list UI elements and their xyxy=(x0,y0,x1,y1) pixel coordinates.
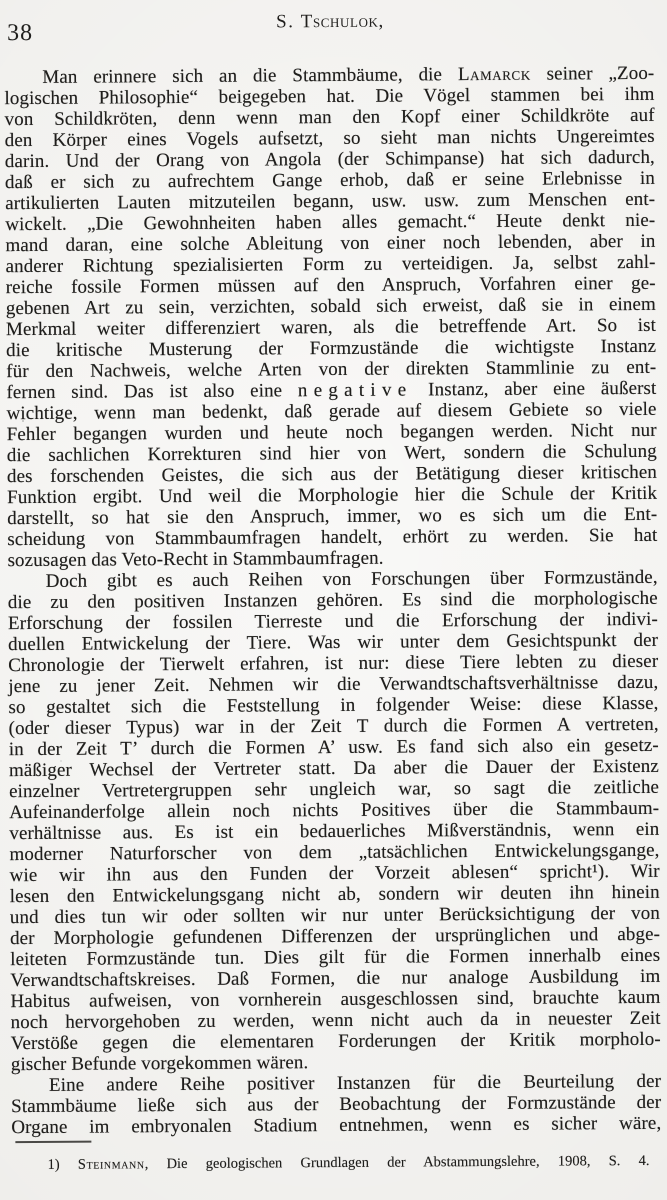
text-line: einzelner Vertretergruppen sehr ungleich war, so sagt die zeitliche xyxy=(8,776,660,803)
spaced-emphasis-word: negative xyxy=(297,379,413,402)
text-segment: Man erinnere sich an die Stammbäume, die xyxy=(42,64,458,88)
text-segment: Instanz, aber eine äußerst xyxy=(412,377,657,401)
text-segment: seiner „Zoo- xyxy=(530,62,655,85)
text-segment: S. xyxy=(276,11,301,33)
text-line: Aufeinanderfolge allein noch nichts Positives über die Stammbaum- xyxy=(9,797,660,824)
text-line: noch hervorgehoben zu werden, wenn nicht auch da in neuester Zeit xyxy=(10,1007,661,1034)
text-line: Organe im embryonalen Stadium entnehmen, wenn es sicher wäre, xyxy=(11,1112,662,1139)
text-line: leiteten Formzustände tun. Dies gilt für die Formen innerhalb eines xyxy=(10,944,661,971)
text-line: von Schildkröten, denn wenn man den Kopf einer Schildkröte auf xyxy=(4,104,655,131)
text-line: und dies tun wir oder sollten wir nur unter Berücksichtigung der von xyxy=(9,902,660,929)
text-line: sozusagen das Veto-Recht in Stammbaumfragen. xyxy=(7,547,384,572)
text-line: Erforschung der fossilen Tierreste und die Erforschung der indivi- xyxy=(7,608,659,635)
text-line: Verstöße gegen die elementaren Forderungen der Kritik morpholo- xyxy=(10,1028,661,1055)
text-line: der Morphologie gefundenen Differenzen der ursprünglichen und abge- xyxy=(9,923,661,950)
page-header xyxy=(0,0,664,62)
text-segment: 1) xyxy=(47,1156,78,1173)
text-line: Chronologie der Tierwelt erfahren, ist nur: diese Tiere lebten zu dieser xyxy=(8,650,659,677)
text-line: wie wir ihn aus den Funden der Vorzeit ablesen“ spricht¹). Wir xyxy=(9,860,660,887)
small-caps-name: Tschulok xyxy=(300,10,379,33)
text-line: (oder dieser Typus) war in der Zeit T durch die Formen A vertreten, xyxy=(8,713,659,740)
text-line: reiche fossile Formen müssen auf den Anspruch, Vorfahren einer ge- xyxy=(5,272,656,299)
page-number: 38 xyxy=(6,19,34,47)
small-caps-name: Lamarck xyxy=(457,63,531,86)
text-line: mäßiger Wechsel der Vertreter statt. Da aber die Dauer der Existenz xyxy=(8,755,659,782)
text-line: so gestaltet sich die Feststellung in folgender Weise: diese Klasse, xyxy=(8,692,659,719)
text-line: daß er sich zu aufrechtem Gange erhob, daß er seine Erlebnisse in xyxy=(4,167,656,194)
text-line: des forschenden Geistes, die sich aus der Betätigung dieser kritischen xyxy=(6,461,658,488)
text-line: wichtige, wenn man bedenkt, daß gerade auf diesem Gebiete so viele xyxy=(6,398,657,425)
text-line: jene zu jener Zeit. Nehmen wir die Verwandtschaftsverhältnisse dazu, xyxy=(8,671,659,698)
running-head xyxy=(0,9,664,35)
text-line: Eine andere Reihe positiver Instanzen für die Beurteilung der xyxy=(48,1070,662,1096)
text-line: Verwandtschaftskreises. Daß Formen, die nur analoge Ausbildung im xyxy=(10,965,661,992)
text-line: den Körper eines Vogels aufsetzt, so sieht man nichts Ungereimtes xyxy=(4,125,655,152)
text-line: gischer Befunde vorgekommen wären. xyxy=(10,1052,309,1076)
text-line: Merkmal weiter differenziert waren, als die betreffende Art. So ist xyxy=(5,314,657,341)
footnote-rule xyxy=(15,1141,91,1144)
text-line: logischen Philosophie“ beigegeben hat. Die Vögel stammen bei ihm xyxy=(4,83,655,110)
small-caps-name: Steinmann xyxy=(77,1156,145,1173)
text-line: für den Nachweis, welche Arten von der direkten Stammlinie zu ent- xyxy=(6,356,657,383)
text-line: wickelt. „Die Gewohnheiten haben alles gemacht.“ Heute denkt nie- xyxy=(5,209,656,236)
text-line: verhältnisse aus. Es ist ein bedauerliches Mißverständnis, wenn ein xyxy=(9,818,660,845)
text-segment: fernen sind. Das ist also eine xyxy=(6,380,298,404)
text-line: Funktion ergibt. Und weil die Morphologie hier die Schule der Kritik xyxy=(7,482,658,509)
body-text xyxy=(4,63,661,1138)
text-line: die kritische Musterung der Formzustände die wichtigste Instanz xyxy=(6,335,657,362)
text-line: mand daran, eine solche Ableitung von einer noch lebenden, aber in xyxy=(5,230,656,257)
text-line: moderner Naturforscher von dem „tatsächlichen Entwickelungsgange, xyxy=(9,839,660,866)
text-line: gebenen Art zu sein, verzichten, sobald sich erweist, daß sie in einem xyxy=(5,293,656,320)
text-segment: , Die geologischen Grundlagen der Abstammungslehre, 1908, S. 4. xyxy=(144,1152,650,1173)
text-line: Stammbäume ließe sich aus der Beobachtung der Formzustände der xyxy=(11,1091,662,1118)
text-line: Doch gibt es auch Reihen von Forschungen über Formzustände, xyxy=(45,566,658,592)
text-line: duellen Entwickelung der Tiere. Was wir unter dem Gesichtspunkt der xyxy=(8,629,659,656)
text-line: die sachlichen Korrekturen sind hier von Wert, sondern die Schulung xyxy=(6,440,657,467)
text-line: die zu den positiven Instanzen gehören. Es sind die morphologische xyxy=(7,587,658,614)
text-line: artikulierten Lauten mitzuteilen begann, usw. usw. zum Menschen ent- xyxy=(5,188,656,215)
text-line: Fehler begangen wurden und heute noch begangen werden. Nicht nur xyxy=(6,419,657,446)
text-line: in der Zeit T’ durch die Formen A’ usw. Es fand sich also ein gesetz- xyxy=(8,734,659,761)
text-line: lesen den Entwickelungsgang nicht ab, sondern wir deuten ihn hinein xyxy=(9,881,660,908)
text-line: Habitus aufweisen, von vornherein ausgeschlossen sind, brauchte kaum xyxy=(10,986,661,1013)
text-segment: , xyxy=(378,10,385,32)
text-line: darstellt, so hat sie den Anspruch, immer, wo es sich um die Ent- xyxy=(7,503,658,530)
text-line: anderer Richtung spezialisierten Form zu verteidigen. Ja, selbst zahl- xyxy=(5,251,656,278)
text-line: scheidung von Stammbaumfragen handelt, erhört zu werden. Sie hat xyxy=(7,524,658,551)
text-line: darin. Und der Orang von Angola (der Schimpanse) hat sich dadurch, xyxy=(4,146,655,173)
footnote xyxy=(12,1152,649,1174)
